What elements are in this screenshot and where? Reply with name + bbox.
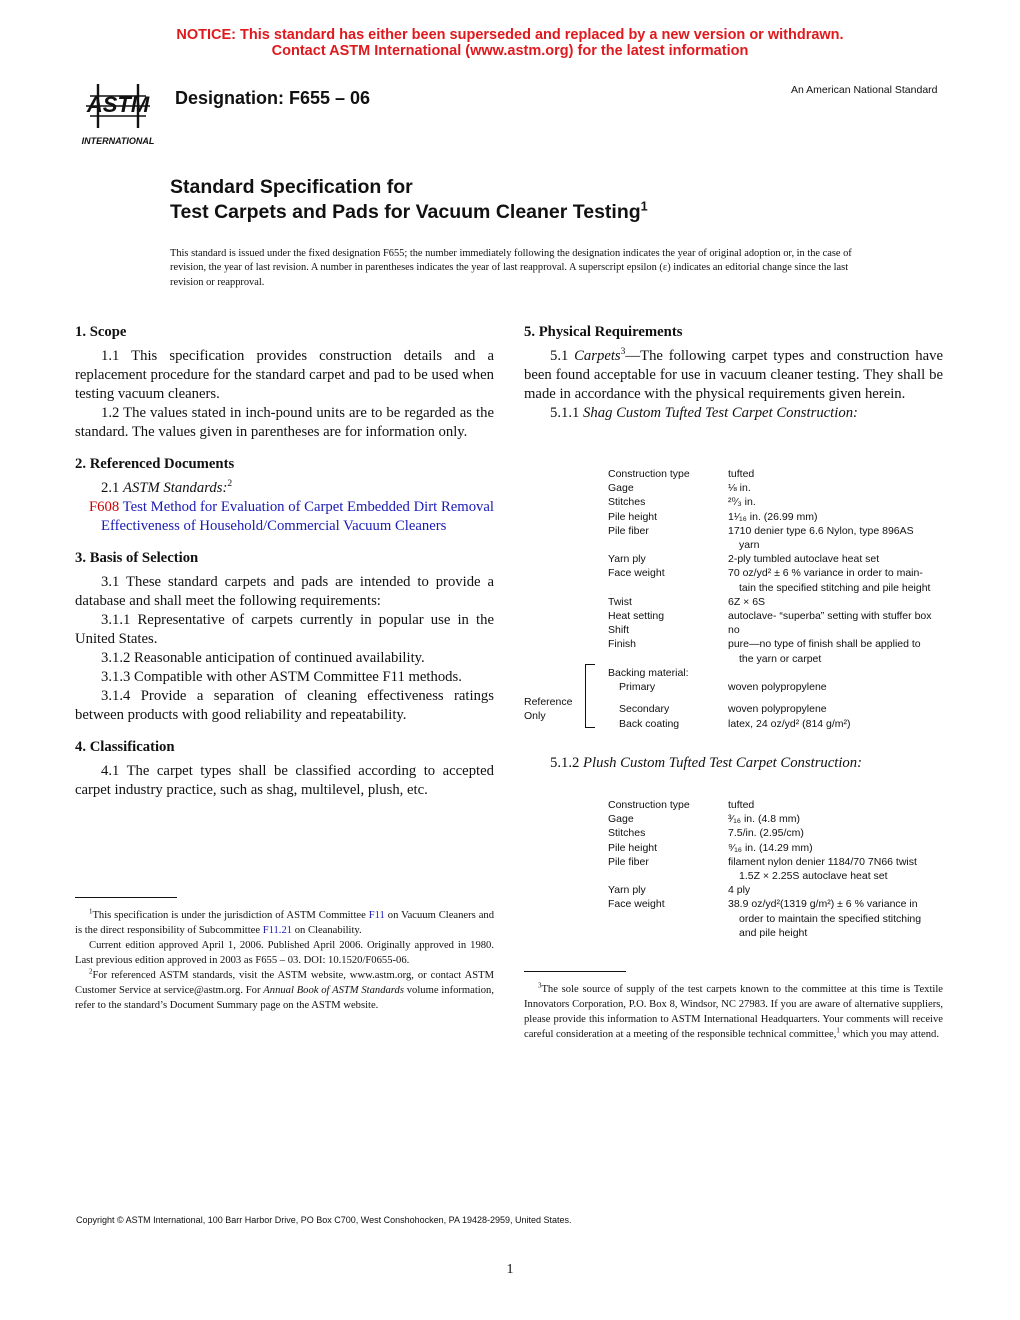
document-title: [170, 175, 648, 225]
section-1-heading: 1. Scope: [75, 324, 127, 340]
section-3-heading: 3. Basis of Selection: [75, 550, 199, 566]
shag-value: ²⁰⁄₃ in.: [728, 496, 756, 509]
title-line-1: Standard Specification for: [170, 176, 413, 198]
backing-row: Back coating latex, 24 oz/yd² (814 g/m²): [619, 717, 851, 730]
para-3-1-3: 3.1.3 Compatible with other ASTM Committee F11 methods.: [101, 669, 462, 685]
backing-row: Secondary woven polypropylene: [619, 703, 827, 716]
preamble: This standard is issued under the fixed designation F655; the number immediately following the designation indicates the year of original adoption or, in the case of revision, the year of last revision. A number in parentheses indicates the year of last reapproval. A superscript epsilon (ε) indicates an editorial change since the last revision or reapproval.: [170, 248, 852, 288]
shag-row: [608, 524, 966, 552]
plush-row: [608, 826, 966, 840]
plush-value: filament nylon denier 1184/70 7N66 twist 1.5Z × 2.25S autoclave heat set: [728, 855, 917, 883]
shag-value: pure—no type of finish shall be applied to the yarn or carpet: [728, 638, 921, 665]
plush-row: [608, 841, 966, 855]
designation: Designation: F655 – 06: [175, 88, 371, 108]
plush-row: [608, 883, 966, 897]
plush-key: Pile height: [608, 841, 658, 854]
shag-spec-table: [608, 467, 966, 666]
para-5-1-1: 5.1.1 Shag Custom Tufted Test Carpet Construction:: [550, 405, 858, 421]
shag-value: autoclave- “superba” setting with stuffer box: [728, 610, 932, 623]
para-1-1: 1.1 This specification provides construction details and a replacement procedure for the standard carpet and pad to be used when testing vacuum cleaners.: [75, 348, 494, 402]
plush-key: Construction type: [608, 799, 690, 811]
right-column: [524, 323, 943, 423]
copyright: Copyright © ASTM International, 100 Barr Harbor Drive, PO Box C700, West Conshohocken, PA 19428-2959, United States.: [76, 1215, 572, 1225]
national-standard-label: An American National Standard: [791, 84, 938, 96]
para-4-1: 4.1 The carpet types shall be classified according to accepted carpet industry practice, such as shag, multilevel, plush, etc.: [75, 763, 494, 798]
plush-key: Face weight: [608, 898, 665, 911]
shag-row: [608, 595, 966, 609]
shag-key: Yarn ply: [608, 553, 646, 566]
footnote-2: $^2$For referenced ASTM standards, visit the ASTM website, www.astm.org, or contact ASTM Customer Service at service@astm.org. For Annual Book of ASTM Standards volume information, refer to the standard’s Document Summary page on the ASTM website.: [75, 968, 494, 1011]
plush-value: 38.9 oz/yd²(1319 g/m²) ± 6 % variance in order to maintain the specified stitching and pile height: [728, 898, 922, 939]
section-4-heading: 4. Classification: [75, 739, 175, 755]
reference-f608[interactable]: [75, 498, 494, 536]
shag-key: Heat setting: [608, 610, 665, 623]
plush-key: Pile fiber: [608, 855, 649, 868]
shag-row: [608, 637, 966, 665]
footnote-1-edition: Current edition approved April 1, 2006. Published April 2006. Originally approved in 1980. Last previous edition approved in 2003 as F655 – 03. DOI: 10.1520/F0655-06.: [75, 940, 494, 966]
para-5-1-2-block: [524, 754, 943, 773]
para-3-1-2: 3.1.2 Reasonable anticipation of continued availability.: [101, 650, 425, 666]
plush-row: [608, 855, 966, 883]
shag-key: Construction type: [608, 468, 690, 480]
shag-value: 6Z × 6S: [728, 595, 766, 608]
shag-key: Gage: [608, 482, 634, 495]
shag-key: Pile fiber: [608, 524, 649, 537]
para-5-1-2: 5.1.2 Plush Custom Tufted Test Carpet Construction:: [550, 755, 863, 771]
section-5-heading: 5. Physical Requirements: [524, 324, 683, 340]
section-2-heading: 2. Referenced Documents: [75, 456, 235, 472]
para-3-1: 3.1 These standard carpets and pads are intended to provide a database and shall meet the following requirements:: [75, 574, 494, 609]
plush-key: Gage: [608, 813, 634, 826]
footnote-1: $^1$This specification is under the jurisdiction of ASTM Committee F11 on Vacuum Cleaners and is the direct responsibility of Subcommittee F11.21 on Cleanability.: [75, 908, 494, 936]
logo-text-astm: ASTM: [86, 92, 150, 117]
plush-value: tufted: [728, 799, 755, 811]
plush-row: [608, 798, 966, 812]
left-column: [75, 323, 494, 800]
shag-row: [608, 495, 966, 509]
para-3-1-1: 3.1.1 Representative of carpets currently in popular use in the United States.: [75, 612, 494, 647]
f608-title-link[interactable]: Test Method for Evaluation of Carpet Embedded Dirt Removal Effectiveness of Household/Commercial Vacuum Cleaners: [101, 499, 494, 534]
right-footnotes: [524, 971, 943, 1042]
left-footnotes: [75, 897, 494, 1013]
shag-value: ⅛ in.: [728, 482, 751, 495]
shag-row: [608, 623, 966, 637]
f11-21-link[interactable]: F11.21: [262, 925, 293, 936]
title-line-2: Test Carpets and Pads for Vacuum Cleaner Testing$^1$: [170, 199, 648, 223]
logo-text-international: INTERNATIONAL: [81, 136, 155, 146]
f11-link[interactable]: F11: [368, 910, 385, 921]
plush-key: Stitches: [608, 827, 646, 840]
shag-row: [608, 510, 966, 524]
reference-bracket: [585, 664, 595, 728]
shag-value: 1710 denier type 6.6 Nylon, type 896AS yarn: [728, 524, 914, 552]
plush-key: Yarn ply: [608, 884, 646, 897]
shag-value: 1¹⁄₁₆ in. (26.99 mm): [728, 510, 818, 523]
footnote-3: $^3$The sole source of supply of the test carpets known to the committee at this time is Textile Innovators Corporation, P.O. Box 8, Windsor, NC 27983. If you are aware of alternative suppliers, please provide this information to ASTM International Headquarters. Your comments will receive careful consideration at a meeting of the responsible technical committee,$^1$ which you may attend.: [524, 982, 943, 1040]
shag-row: [608, 467, 966, 481]
para-2-1: 2.1 ASTM Standards:$^2$: [101, 478, 233, 496]
plush-value: 7.5/in. (2.95/cm): [728, 827, 804, 840]
backing-row: Primary woven polypropylene: [619, 681, 827, 694]
page-number: 1: [506, 1262, 514, 1277]
shag-key: Finish: [608, 638, 637, 651]
shag-key: Stitches: [608, 496, 646, 509]
title-footnote-ref: 1: [640, 199, 648, 214]
footnote-rule: [524, 971, 626, 972]
plush-row: [608, 897, 966, 940]
notice-line-1: NOTICE: This standard has either been superseded and replaced by a new version or withdrawn.: [176, 27, 844, 43]
shag-value: 70 oz/yd² ± 6 % variance in order to main- tain the specified stitching and pile height: [728, 567, 931, 594]
plush-value: ⁹⁄₁₆ in. (14.29 mm): [728, 841, 813, 854]
backing-label: Backing material:: [608, 667, 689, 679]
plush-value: 4 ply: [728, 884, 751, 897]
plush-value: ³⁄₁₆ in. (4.8 mm): [728, 813, 800, 826]
para-1-2: 1.2 The values stated in inch-pound units are to be regarded as the standard. The values given in parentheses are for information only.: [75, 405, 494, 440]
footnote-rule: [75, 897, 177, 898]
withdrawn-notice: [0, 27, 1020, 59]
shag-value: 2-ply tumbled autoclave heat set: [728, 553, 880, 566]
shag-key: Face weight: [608, 567, 665, 580]
para-3-1-4: 3.1.4 Provide a separation of cleaning effectiveness ratings between products with good reliability and repeatability.: [75, 688, 494, 723]
shag-row: [608, 609, 966, 623]
shag-key: Twist: [608, 595, 632, 608]
notice-line-2: Contact ASTM International (www.astm.org) for the latest information: [271, 43, 749, 59]
f608-code-link[interactable]: F608: [89, 499, 120, 515]
reference-only-label: Reference Only: [524, 696, 573, 723]
shag-value: no: [728, 624, 740, 637]
para-5-1: 5.1 Carpets$^3$—The following carpet types and construction have been found acceptable for use in vacuum cleaner testing. They shall be made in accordance with the physical requirements given herein.: [524, 346, 943, 402]
shag-row: [608, 552, 966, 566]
shag-row: [608, 481, 966, 495]
shag-key: Shift: [608, 624, 630, 637]
shag-value: tufted: [728, 468, 755, 480]
shag-row: [608, 566, 966, 594]
plush-row: [608, 812, 966, 826]
plush-spec-table: [608, 798, 966, 940]
backing-material-table: [608, 666, 966, 731]
astm-logo: [76, 76, 160, 148]
shag-key: Pile height: [608, 510, 658, 523]
